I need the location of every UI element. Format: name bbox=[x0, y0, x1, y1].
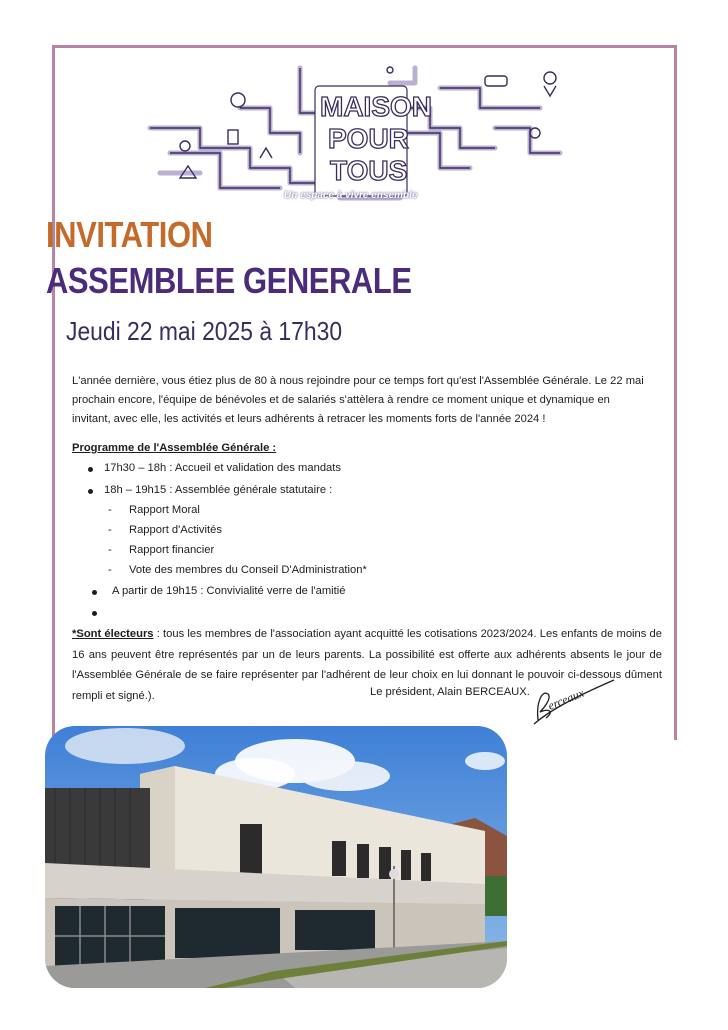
programme-item: A partir de 19h15 : Convivialité verre de l'amitié bbox=[112, 585, 346, 597]
assemblee-title: ASSEMBLEE GENERALE bbox=[46, 260, 412, 301]
frame-top-border bbox=[52, 45, 677, 48]
programme-item: 17h30 – 18h : Accueil et validation des mandats bbox=[104, 462, 341, 474]
bullet-dot-empty bbox=[92, 611, 97, 616]
programme-subitem: Rapport financier bbox=[129, 544, 215, 556]
invitation-title: INVITATION bbox=[46, 214, 213, 255]
sub-dash: - bbox=[108, 544, 112, 556]
programme-heading: Programme de l'Assemblée Générale : bbox=[72, 442, 277, 454]
logo-tagline: Un espace à vivre ensemble bbox=[284, 190, 418, 201]
programme-item: 18h – 19h15 : Assemblée générale statutaire : bbox=[104, 484, 333, 496]
frame-left-border bbox=[52, 45, 55, 740]
electeurs-text: : tous les membres de l'association ayant acquitté les cotisations 2023/2024. Les enfants de moins de 16 ans peuvent être représentés par un de leurs parents. La possibilité est offerte aux adhérents absents le jour de l'Assemblée Générale de se faire représenter par l'adhérent de leur choix en lui donnant le pouvoir ci-dessous dûment rempli et signé.). bbox=[72, 628, 662, 702]
svg-text:erceaux: erceaux bbox=[545, 685, 586, 713]
programme-subitem: Vote des membres du Conseil D'Administration* bbox=[129, 564, 367, 576]
sub-dash: - bbox=[108, 564, 112, 576]
programme-subitem: Rapport Moral bbox=[129, 504, 200, 516]
handwritten-signature bbox=[528, 672, 618, 730]
intro-line: L'année dernière, vous étiez plus de 80 à nous rejoindre pour ce temps fort qu'est l'Assemblée Générale. Le 22 mai bbox=[72, 375, 644, 387]
bullet-dot bbox=[88, 467, 93, 472]
president-signature-line: Le président, Alain BERCEAUX. bbox=[370, 686, 530, 698]
intro-line: invitant, avec elle, les activités et leurs adhérents à retracer les moments forts de l'année 2024 ! bbox=[72, 413, 546, 425]
sub-dash: - bbox=[108, 504, 112, 516]
building-photo bbox=[45, 726, 507, 988]
sub-dash: - bbox=[108, 524, 112, 536]
bullet-dot bbox=[88, 489, 93, 494]
event-date: Jeudi 22 mai 2025 à 17h30 bbox=[66, 316, 343, 346]
intro-paragraph bbox=[72, 372, 662, 429]
frame-right-border bbox=[674, 45, 677, 740]
intro-line: prochain encore, l'équipe de bénévoles et de salariés s'attèlera à rendre ce moment unique et dynamique en bbox=[72, 394, 610, 406]
logo-word-pour: POUR bbox=[328, 123, 409, 154]
logo-word-tous: TOUS bbox=[330, 155, 408, 186]
maison-pour-tous-logo bbox=[140, 58, 570, 208]
programme-subitem: Rapport d'Activités bbox=[129, 524, 222, 536]
bullet-dot bbox=[92, 590, 97, 595]
logo-word-maison: MAISON bbox=[320, 91, 432, 122]
electeurs-label: *Sont électeurs bbox=[72, 628, 154, 640]
